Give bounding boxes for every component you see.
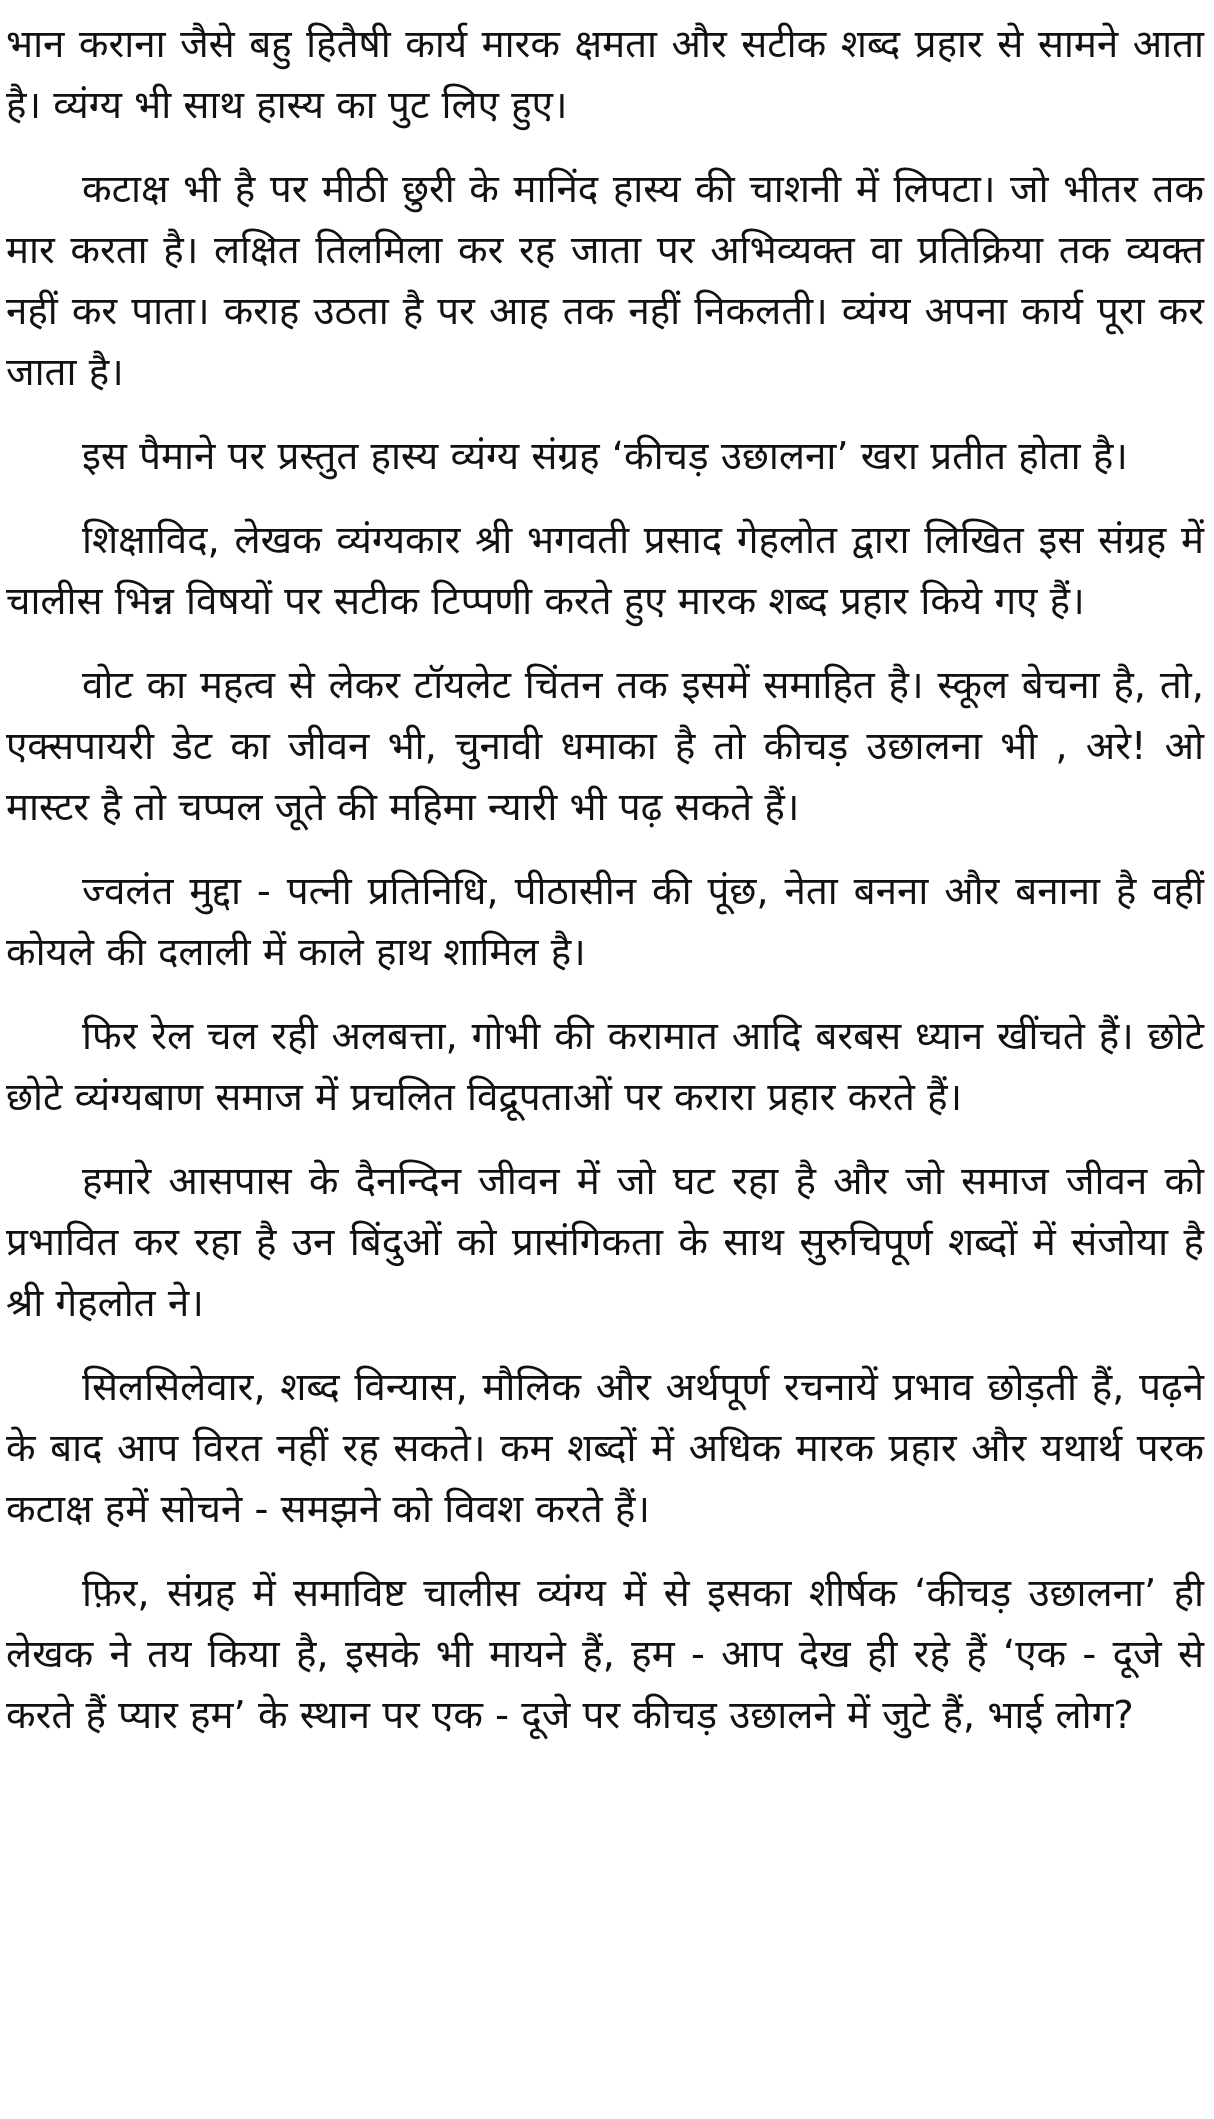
paragraph-2: कटाक्ष भी है पर मीठी छुरी के मानिंद हास्य की चाशनी में लिपटा। जो भीतर तक मार करता है। लक्षित तिलमिला कर रह जाता पर अभिव्यक्त वा प्रतिक्रिया तक व्यक्त नहीं कर पाता। कराह उठता है पर आह तक नहीं निकलती। व्यंग्य अपना कार्य पूरा कर जाता है। xyxy=(6,167,1204,395)
paragraph-4: शिक्षाविद, लेखक व्यंग्यकार श्री भगवती प्रसाद गेहलोत द्वारा लिखित इस संग्रह में चालीस भिन्न विषयों पर सटीक टिप्पणी करते हुए मारक शब्द प्रहार किये गए हैं। xyxy=(6,518,1204,624)
paragraph-6: ज्वलंत मुद्दा - पत्नी प्रतिनिधि, पीठासीन की पूंछ, नेता बनना और बनाना है वहीं कोयले की दलाली में काले हाथ शामिल है। xyxy=(6,869,1204,975)
paragraph-9: सिलसिलेवार, शब्द विन्यास, मौलिक और अर्थपूर्ण रचनायें प्रभाव छोड़ती हैं, पढ़ने के बाद आप विरत नहीं रह सकते। कम शब्दों में अधिक मारक प्रहार और यथार्थ परक कटाक्ष हमें सोचने - समझने को विवश करते हैं। xyxy=(6,1365,1204,1532)
paragraph-5: वोट का महत्व से लेकर टॉयलेट चिंतन तक इसमें समाहित है। स्कूल बेचना है, तो, एक्सपायरी डेट का जीवन भी, चुनावी धमाका है तो कीचड़ उछालना भी , अरे! ओ मास्टर है तो चप्पल जूते की महिमा न्यारी भी पढ़ सकते हैं। xyxy=(6,663,1204,830)
paragraph-10: फ़िर, संग्रह में समाविष्ट चालीस व्यंग्य में से इसका शीर्षक ‘कीचड़ उछालना’ ही लेखक ने तय किया है, इसके भी मायने हैं, हम - आप देख ही रहे हैं ‘एक - दूजे से करते हैं प्यार हम’ के स्थान पर एक - दूजे पर कीचड़ उछालने में जुटे हैं, भाई लोग? xyxy=(6,1571,1204,1738)
paragraph-3: इस पैमाने पर प्रस्तुत हास्य व्यंग्य संग्रह ‘कीचड़ उछालना’ खरा प्रतीत होता है। xyxy=(82,434,1128,479)
paragraph-8: हमारे आसपास के दैनन्दिन जीवन में जो घट रहा है और जो समाज जीवन को प्रभावित कर रहा है उन बिंदुओं को प्रासंगिकता के साथ सुरुचिपूर्ण शब्दों में संजोया है श्री गेहलोत ने। xyxy=(6,1159,1204,1326)
paragraph-7: फिर रेल चल रही अलबत्ता, गोभी की करामात आदि बरबस ध्यान खींचते हैं। छोटे छोटे व्यंग्यबाण समाज में प्रचलित विद्रूपताओं पर करारा प्रहार करते हैं। xyxy=(6,1014,1204,1120)
paragraph-1: भान कराना जैसे बहु हितैषी कार्य मारक क्षमता और सटीक शब्द प्रहार से सामने आता है। व्यंग्य भी साथ हास्य का पुट लिए हुए। xyxy=(6,22,1204,128)
